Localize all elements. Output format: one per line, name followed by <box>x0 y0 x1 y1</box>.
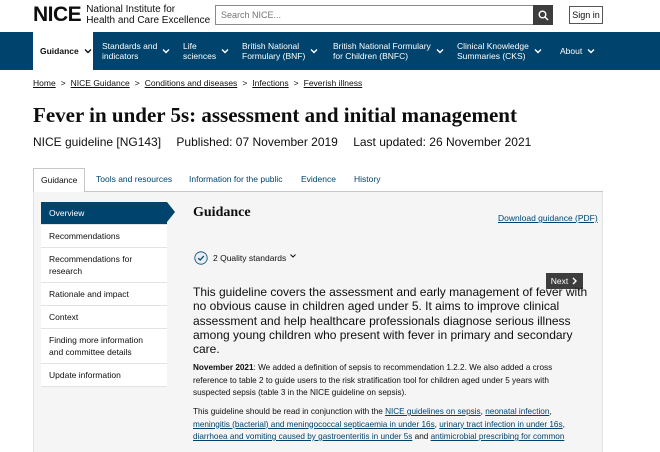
search-icon <box>538 10 549 21</box>
nice-logo[interactable] <box>33 4 210 26</box>
nav-label: Guidance <box>40 46 79 56</box>
tab-information-for-public[interactable]: Information for the public <box>189 174 283 184</box>
related-prefix: This guideline should be read in conjunction with the <box>193 407 386 416</box>
nav-label: About <box>560 46 583 56</box>
logo-line-1: National Institute for <box>86 4 176 15</box>
tab-bar <box>33 168 603 192</box>
link-neonatal-infection[interactable]: neonatal infection <box>485 407 550 416</box>
chevron-down-icon <box>84 47 92 55</box>
breadcrumb-separator: > <box>134 78 140 88</box>
sidenav-overview[interactable]: Overview <box>41 202 167 225</box>
update-date-label: November 2021 <box>193 363 254 372</box>
updated-date: Last updated: 26 November 2021 <box>353 135 532 149</box>
nav-life-sciences[interactable] <box>183 32 233 70</box>
site-header <box>0 0 660 32</box>
nav-bnf[interactable] <box>242 32 322 70</box>
breadcrumb-separator: > <box>60 78 66 88</box>
breadcrumb <box>33 78 362 88</box>
nav-label: Standards and indicators <box>102 41 158 61</box>
tab-evidence[interactable]: Evidence <box>301 174 336 184</box>
breadcrumb-nice-guidance[interactable]: NICE Guidance <box>70 78 130 88</box>
search-input[interactable] <box>215 5 533 25</box>
logo-text <box>86 4 210 26</box>
search-form <box>215 5 553 25</box>
sidenav-recommendations[interactable]: Recommendations <box>41 225 167 248</box>
logo-line-2: Health and Care Excellence <box>86 15 211 26</box>
chevron-down-icon <box>587 47 595 55</box>
quality-standards-toggle[interactable] <box>193 249 311 266</box>
nav-label: Clinical Knowledge Summaries (CKS) <box>457 41 529 61</box>
link-meningitis[interactable]: meningitis (bacterial) and meningococcal septicaemia in under 16s <box>193 419 435 429</box>
quality-standards-label: 2 Quality standards <box>213 252 287 263</box>
nav-label: Life sciences <box>183 41 217 61</box>
chevron-down-icon <box>289 252 297 260</box>
breadcrumb-feverish-illness[interactable]: Feverish illness <box>303 78 363 88</box>
link-sepsis[interactable]: NICE guidelines on sepsis <box>385 407 481 416</box>
nav-guidance[interactable] <box>33 32 93 70</box>
chevron-down-icon <box>534 47 542 55</box>
breadcrumb-infections[interactable]: Infections <box>252 78 289 88</box>
chevron-right-icon <box>571 277 578 285</box>
next-label: Next <box>550 276 569 286</box>
side-navigation <box>41 202 167 387</box>
nav-label: British National Formulary for Children (BNFC) <box>333 41 431 61</box>
search-button[interactable] <box>533 5 553 25</box>
update-note <box>193 362 583 400</box>
section-title: Guidance <box>193 205 251 220</box>
published-date: Published: 07 November 2019 <box>176 135 338 149</box>
breadcrumb-home[interactable]: Home <box>33 78 56 88</box>
update-note-text: : We added a definition of sepsis to recommendation 1.2.2. We also added a cross reference to table 2 to guide users to the risk stratification tool for children aged under 5 years with suspected sepsis (table 3 in the NICE guideline on sepsis). <box>193 363 553 397</box>
sidenav-update-information[interactable]: Update information <box>41 364 167 387</box>
sidenav-recommendations-for-research[interactable]: Recommendations for research <box>41 248 167 283</box>
link-diarrhoea-vomiting[interactable]: diarrhoea and vomiting caused by gastroenteritis in under 5s <box>193 432 413 441</box>
sidenav-context[interactable]: Context <box>41 306 167 329</box>
sign-in-button[interactable]: Sign in <box>569 6 603 24</box>
nav-label: British National Formulary (BNF) <box>242 41 306 61</box>
chevron-down-icon <box>221 47 229 55</box>
guideline-summary: This guideline covers the assessment and early management of fever with no obvious cause in children aged under 5. It aims to improve clinical assessment and help healthcare professionals diagnose serious illness among young children who present with fever in primary and secondary care. <box>193 285 588 357</box>
link-uti[interactable]: urinary tract infection in under 16s <box>439 419 563 429</box>
nav-about[interactable] <box>560 32 605 70</box>
link-antimicrobial[interactable]: antimicrobial prescribing for common <box>430 432 565 441</box>
sidenav-rationale-and-impact[interactable]: Rationale and impact <box>41 283 167 306</box>
nav-bnfc[interactable] <box>333 32 448 70</box>
related-guidelines-text: This guideline should be read in conjunction with the NICE guidelines on sepsis, neonatal infection, meningitis (bacterial) and meningococcal septicaemia in under 16s, urinary tract infection in under 16s, diarrhoea and vomiting caused by gastroenteritis in under 5s and antimicrobial prescribing for common <box>193 407 565 441</box>
chevron-down-icon <box>162 47 170 55</box>
breadcrumb-conditions[interactable]: Conditions and diseases <box>144 78 238 88</box>
tab-tools-and-resources[interactable]: Tools and resources <box>96 174 173 184</box>
sidenav-finding-more-information[interactable]: Finding more information and committee details <box>41 329 167 364</box>
chevron-down-icon <box>310 47 318 55</box>
tab-guidance[interactable]: Guidance <box>33 168 85 193</box>
logo-mark: NICE <box>33 3 82 26</box>
guideline-id: NICE guideline [NG143] <box>33 135 162 149</box>
breadcrumb-separator: > <box>293 78 299 88</box>
breadcrumb-separator: > <box>242 78 248 88</box>
download-guidance-link[interactable]: Download guidance (PDF) <box>498 213 598 223</box>
page-title: Fever in under 5s: assessment and initial management <box>33 103 517 127</box>
guideline-meta <box>33 135 543 149</box>
chevron-down-icon <box>436 47 444 55</box>
nav-cks[interactable] <box>457 32 549 70</box>
quality-standards-icon <box>193 250 209 266</box>
nav-standards[interactable] <box>102 32 177 70</box>
tab-history[interactable]: History <box>354 174 381 184</box>
main-nav <box>0 32 660 70</box>
